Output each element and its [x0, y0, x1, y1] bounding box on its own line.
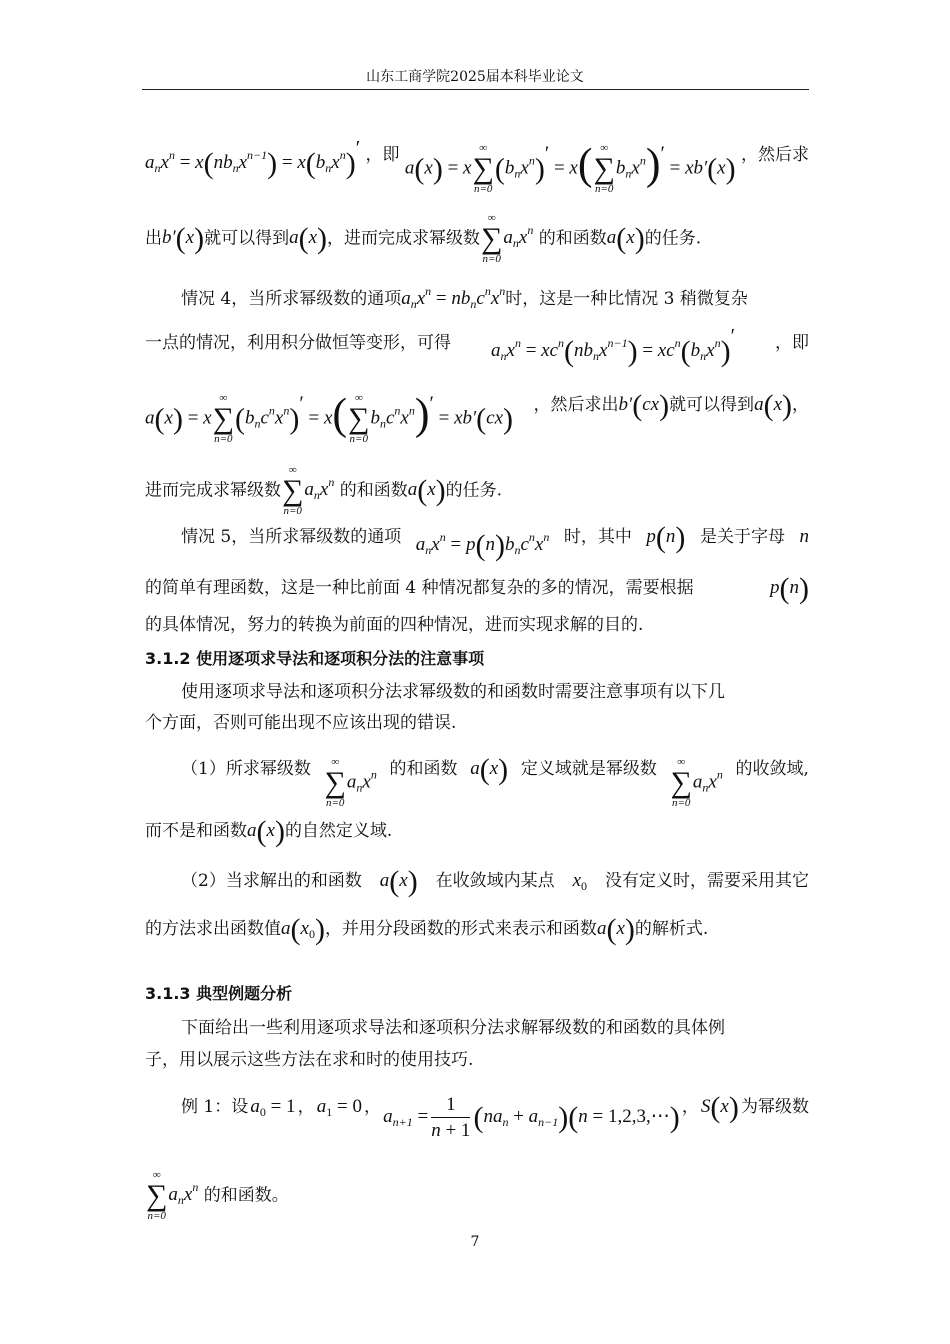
math-series: ∞ ∑ n=0 $a_nx^n$: [146, 1169, 199, 1222]
math-ax: a(x): [289, 222, 328, 256]
math-identity: $a_nx^n = xc^n(nb_nx^{n-1}) = xc^n(b_nx^n)'$: [491, 325, 735, 368]
text-seg: （1）所求幂级数: [181, 759, 311, 779]
text-seg: 的简单有理函数，这是一种比前面 4 种情况都复杂的多的情况，需要根据: [145, 578, 694, 598]
math-ax: a(x): [596, 913, 635, 946]
math-pn: p(n): [646, 521, 686, 554]
text-seg: 的和函数: [538, 228, 607, 249]
text-seg: ，: [364, 1097, 382, 1117]
math-a0: $a_0 = 1$: [250, 1096, 296, 1119]
text-seg: ，: [297, 1097, 315, 1117]
note-1-line-2: [145, 815, 809, 848]
note-1-line-1: [181, 753, 809, 809]
text-seg: 的方法求出函数值: [145, 919, 281, 939]
math-series: ∞ ∑ n=0 $a_nx^n$: [324, 756, 377, 809]
math-bprime-cx: b′(cx): [618, 389, 670, 422]
text-seg: 的自然定义域.: [284, 821, 393, 841]
para-examples-intro-1: 下面给出一些利用逐项求导法和逐项积分法求解幂级数的和函数的具体例: [181, 1018, 725, 1038]
para-case4-conclusion: [145, 465, 809, 517]
running-header: 山东工商学院2025届本科毕业论文: [366, 69, 584, 85]
math-ax: a(x): [379, 865, 418, 898]
math-recurrence: $a_{n+1}$ = $\frac{1}{n + 1}$ $(na_n + a_{n-1})(n$ = 1,2,3,⋯): [383, 1094, 680, 1141]
para-examples-intro-2: 子，用以展示这些方法在求和时的使用技巧.: [145, 1050, 474, 1070]
para-case5-intro: [181, 521, 809, 562]
math-term: $a_nx^n = nb_nc^nx^n$: [401, 284, 506, 311]
math-series: ∞ ∑ n=0 $a_nx^n$: [481, 212, 534, 265]
math-series: ∞ ∑ n=0 $a_nx^n$: [670, 756, 723, 809]
text-seg: 的和函数: [389, 759, 458, 779]
math-ax: a(x): [470, 753, 509, 786]
text-seg: 时，这是一种比情况 3 稍微复杂: [505, 289, 748, 309]
math-series-derivative: a(x) = x ∞ ∑ n=0 $(b_nc^nx^n)' = x$( ∞ ∑ n=0 $b_nc^nx^n)' = xb'(cx)$: [145, 389, 514, 445]
text-seg: ，然后求出: [533, 395, 619, 415]
text-seg: ，即: [365, 145, 400, 165]
math-a1: $a_1 = 0$: [316, 1096, 362, 1119]
text-seg: 的收敛域,: [735, 759, 809, 779]
math-ax: a(x): [247, 815, 285, 848]
text-seg: （2）当求解出的和函数: [181, 871, 362, 891]
math-series: ∞ ∑ n=0 $a_nx^n$: [282, 464, 335, 517]
math-x0: $x_0$: [572, 870, 588, 893]
text-seg: ，即: [774, 333, 809, 353]
math-bprime: b′(x): [162, 222, 205, 256]
text-seg: 就可以得到: [204, 228, 290, 249]
text-seg: ，并用分段函数的形式来表示和函数: [324, 919, 597, 939]
text-seg: 在收敛域内某点: [435, 871, 555, 891]
text-seg: ，进而完成求幂级数: [327, 228, 481, 249]
text-seg: 的和函数。: [203, 1185, 289, 1206]
text-seg: ，: [681, 1097, 699, 1117]
note-2-line-2: [145, 913, 809, 946]
math-term: $a_nx^n = p(n)b_nc^nx^n$: [415, 529, 550, 562]
text-seg: 例 1：设: [181, 1097, 249, 1117]
math-ax: a(x): [606, 222, 645, 256]
text-seg: 定义域就是幂级数: [520, 759, 657, 779]
para-case4-intro: [181, 279, 809, 316]
text-seg: 出: [145, 228, 162, 249]
math-pn: p(n): [770, 572, 809, 605]
math-sx: S(x): [700, 1091, 739, 1124]
para-case4-formula: [145, 389, 809, 445]
text-seg: 的任务.: [445, 480, 503, 501]
page-number: 7: [470, 1234, 480, 1250]
para-case5-conclusion: 的具体情况，努力的转换为前面的四种情况，进而实现求解的目的.: [145, 615, 644, 635]
text-seg: ，: [792, 395, 809, 415]
example-1-line-2: [145, 1170, 809, 1222]
para-case3-conclusion: [145, 213, 809, 265]
header-rule: [142, 89, 809, 90]
text-seg: 的任务.: [644, 228, 702, 249]
text-seg: 而不是和函数: [145, 821, 247, 841]
note-2-line-1: [181, 865, 809, 898]
text-seg: 的解析式.: [634, 919, 709, 939]
para-case3-formula-line: [145, 137, 809, 195]
text-seg: 是关于字母: [699, 527, 785, 547]
math-ax: a(x): [407, 474, 446, 508]
math-series-derivative: a(x) = x ∞ ∑ n=0 $(b_nx^n)' = x$( ∞ ∑ n=0 $b_nx^n)' = xb'(x)$: [404, 139, 736, 195]
text-seg: 的和函数: [339, 480, 408, 501]
text-seg: 一点的情况，利用积分做恒等变形，可得: [145, 333, 451, 353]
para-notes-intro-1: 使用逐项求导法和逐项积分法求幂级数的和函数时需要注意事项有以下几: [181, 682, 725, 702]
text-seg: 进而完成求幂级数: [145, 480, 281, 501]
math-a-x0: $a(x_0)$: [281, 913, 325, 946]
math-n: n: [799, 526, 809, 547]
text-seg: 情况 4，当所求幂级数的通项: [181, 289, 402, 309]
math-identity: $a_nx^n = x(nb_nx^{n-1}) = x(b_nx^n)'$: [145, 137, 361, 180]
example-1-line-1: [181, 1091, 809, 1141]
text-seg: 时，其中: [563, 527, 632, 547]
para-case5-body: [145, 572, 809, 605]
para-notes-intro-2: 个方面，否则可能出现不应该出现的错误.: [145, 713, 457, 733]
math-ax: a(x): [754, 389, 792, 422]
text-seg: 为幂级数: [740, 1097, 809, 1117]
text-seg: ，然后求: [741, 145, 809, 165]
section-heading-3-1-3: 3.1.3 典型例题分析: [145, 984, 293, 1003]
section-heading-3-1-2: 3.1.2 使用逐项求导法和逐项积分法的注意事项: [145, 649, 485, 668]
text-seg: 没有定义时，需要采用其它: [604, 871, 809, 891]
text-seg: 就可以得到: [669, 395, 755, 415]
para-case4-transform: [145, 325, 809, 368]
text-seg: 情况 5，当所求幂级数的通项: [181, 527, 402, 547]
